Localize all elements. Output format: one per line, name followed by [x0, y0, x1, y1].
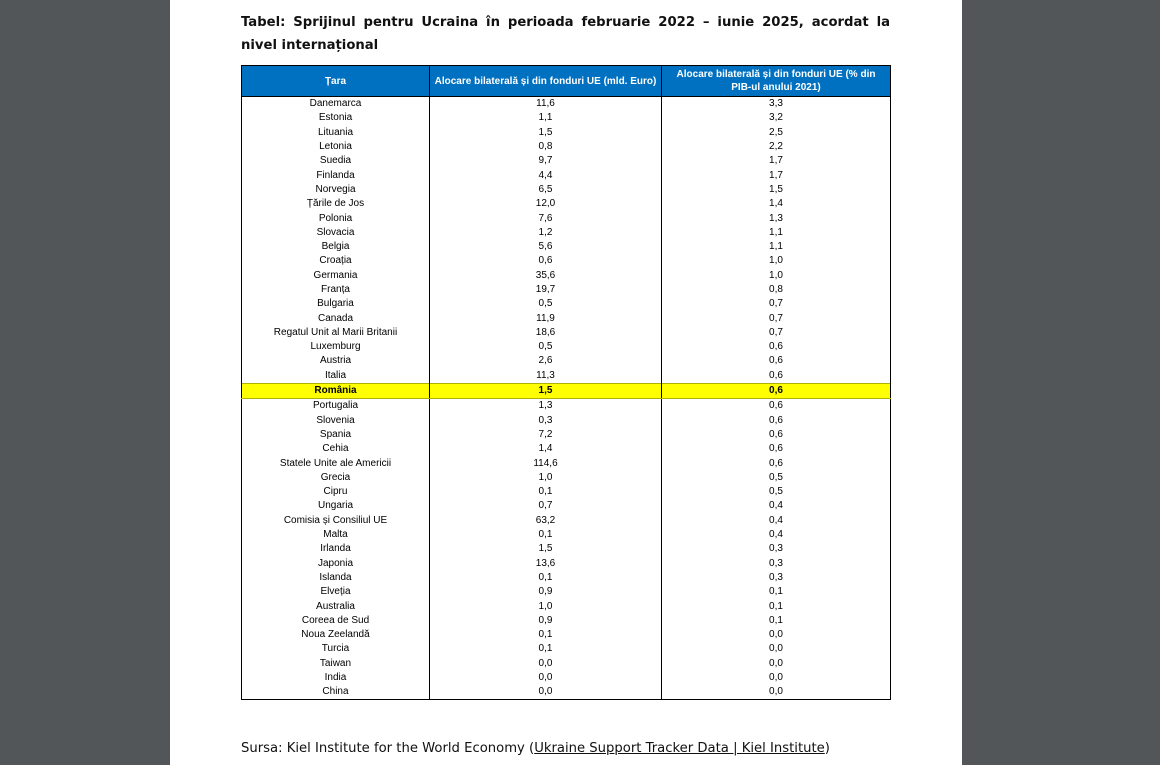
cell-pct-gdp: 1,0: [662, 269, 891, 283]
cell-value-bn: 7,6: [430, 211, 662, 225]
table-row: [242, 428, 891, 442]
cell-value-bn: 0,1: [430, 642, 662, 656]
cell-pct-gdp: 0,5: [662, 485, 891, 499]
cell-pct-gdp: 0,4: [662, 514, 891, 528]
cell-pct-gdp: 0,0: [662, 642, 891, 656]
table-row-highlighted: [242, 383, 891, 398]
cell-country: Grecia: [242, 471, 430, 485]
table-row: [242, 240, 891, 254]
cell-pct-gdp: 0,1: [662, 599, 891, 613]
cell-value-bn: 1,5: [430, 542, 662, 556]
cell-value-bn: 114,6: [430, 456, 662, 470]
cell-country: Luxemburg: [242, 340, 430, 354]
cell-value-bn: 0,8: [430, 140, 662, 154]
table-row: [242, 154, 891, 168]
cell-pct-gdp: 0,3: [662, 571, 891, 585]
table-row: [242, 399, 891, 414]
cell-pct-gdp: 0,0: [662, 685, 891, 700]
cell-value-bn: 0,3: [430, 414, 662, 428]
table-body: [242, 97, 891, 700]
cell-value-bn: 0,7: [430, 499, 662, 513]
table-row: [242, 456, 891, 470]
cell-country: Australia: [242, 599, 430, 613]
table-row: [242, 585, 891, 599]
cell-country: China: [242, 685, 430, 700]
cell-value-bn: 0,5: [430, 297, 662, 311]
table-row: [242, 254, 891, 268]
cell-value-bn: 7,2: [430, 428, 662, 442]
table-row: [242, 326, 891, 340]
cell-pct-gdp: 0,3: [662, 557, 891, 571]
cell-pct-gdp: 3,2: [662, 111, 891, 125]
cell-value-bn: 0,0: [430, 685, 662, 700]
cell-pct-gdp: 0,5: [662, 471, 891, 485]
cell-pct-gdp: 0,0: [662, 628, 891, 642]
table-row: [242, 471, 891, 485]
cell-pct-gdp: 0,6: [662, 428, 891, 442]
source-suffix: ): [824, 741, 830, 756]
cell-value-bn: 11,6: [430, 97, 662, 112]
source-link[interactable]: Ukraine Support Tracker Data | Kiel Institute: [534, 741, 825, 756]
table-row: [242, 657, 891, 671]
cell-value-bn: 1,3: [430, 399, 662, 414]
cell-value-bn: 0,1: [430, 571, 662, 585]
header-value-bn: Alocare bilaterală și din fonduri UE (mld. Euro): [430, 66, 662, 97]
cell-pct-gdp: 0,1: [662, 585, 891, 599]
support-table: [241, 65, 891, 700]
table-row: [242, 183, 891, 197]
cell-country: Taiwan: [242, 657, 430, 671]
cell-value-bn: 0,1: [430, 485, 662, 499]
table-row: [242, 283, 891, 297]
cell-pct-gdp: 0,1: [662, 614, 891, 628]
cell-country: Spania: [242, 428, 430, 442]
cell-country: Noua Zeelandă: [242, 628, 430, 642]
cell-country: Islanda: [242, 571, 430, 585]
table-row: [242, 340, 891, 354]
cell-value-bn: 1,0: [430, 599, 662, 613]
table-row: [242, 599, 891, 613]
cell-country: Germania: [242, 269, 430, 283]
cell-pct-gdp: 0,6: [662, 442, 891, 456]
table-row: [242, 140, 891, 154]
cell-country: Cehia: [242, 442, 430, 456]
cell-value-bn: 13,6: [430, 557, 662, 571]
cell-pct-gdp: 0,6: [662, 354, 891, 368]
cell-country: Comisia și Consiliul UE: [242, 514, 430, 528]
cell-value-bn: 1,4: [430, 442, 662, 456]
cell-country: Ungaria: [242, 499, 430, 513]
table-row: [242, 628, 891, 642]
table-row: [242, 685, 891, 700]
table-row: [242, 297, 891, 311]
table-row: [242, 642, 891, 656]
table-row: [242, 614, 891, 628]
cell-value-bn: 0,5: [430, 340, 662, 354]
cell-value-bn: 5,6: [430, 240, 662, 254]
table-row: [242, 571, 891, 585]
cell-country: Danemarca: [242, 97, 430, 112]
table-row: [242, 485, 891, 499]
cell-country: Japonia: [242, 557, 430, 571]
cell-country: Turcia: [242, 642, 430, 656]
cell-value-bn: 0,0: [430, 671, 662, 685]
table-row: [242, 226, 891, 240]
source-note: [241, 740, 941, 758]
cell-pct-gdp: 2,2: [662, 140, 891, 154]
table-row: [242, 354, 891, 368]
table-row: [242, 528, 891, 542]
cell-value-bn: 1,0: [430, 471, 662, 485]
table-header-row: [242, 66, 891, 97]
cell-country: Croația: [242, 254, 430, 268]
cell-country: Lituania: [242, 126, 430, 140]
cell-pct-gdp: 1,7: [662, 168, 891, 182]
cell-pct-gdp: 0,6: [662, 369, 891, 384]
cell-country: Austria: [242, 354, 430, 368]
cell-country: Finlanda: [242, 168, 430, 182]
cell-value-bn: 35,6: [430, 269, 662, 283]
cell-country: Italia: [242, 369, 430, 384]
cell-country: Portugalia: [242, 399, 430, 414]
cell-country: Slovenia: [242, 414, 430, 428]
cell-value-bn: 0,0: [430, 657, 662, 671]
cell-value-bn: 18,6: [430, 326, 662, 340]
cell-country: Polonia: [242, 211, 430, 225]
table-row: [242, 211, 891, 225]
table-row: [242, 671, 891, 685]
cell-pct-gdp: 0,0: [662, 671, 891, 685]
cell-pct-gdp: 1,4: [662, 197, 891, 211]
cell-pct-gdp: 0,0: [662, 657, 891, 671]
table-row: [242, 126, 891, 140]
cell-value-bn: 1,5: [430, 383, 662, 398]
cell-value-bn: 0,6: [430, 254, 662, 268]
cell-value-bn: 11,9: [430, 311, 662, 325]
cell-pct-gdp: 0,7: [662, 311, 891, 325]
header-pct-gdp: Alocare bilaterală și din fonduri UE (% din PIB-ul anului 2021): [662, 66, 891, 97]
cell-pct-gdp: 0,7: [662, 326, 891, 340]
cell-value-bn: 63,2: [430, 514, 662, 528]
cell-pct-gdp: 0,6: [662, 456, 891, 470]
cell-pct-gdp: 1,5: [662, 183, 891, 197]
table-row: [242, 168, 891, 182]
cell-country: Letonia: [242, 140, 430, 154]
table-row: [242, 111, 891, 125]
cell-value-bn: 0,1: [430, 628, 662, 642]
cell-pct-gdp: 0,6: [662, 340, 891, 354]
cell-country: Țările de Jos: [242, 197, 430, 211]
cell-pct-gdp: 0,7: [662, 297, 891, 311]
cell-pct-gdp: 0,3: [662, 542, 891, 556]
table-row: [242, 369, 891, 384]
cell-country: Statele Unite ale Americii: [242, 456, 430, 470]
cell-country: Canada: [242, 311, 430, 325]
cell-country: Elveția: [242, 585, 430, 599]
cell-country: Malta: [242, 528, 430, 542]
cell-pct-gdp: 3,3: [662, 97, 891, 112]
cell-pct-gdp: 2,5: [662, 126, 891, 140]
cell-pct-gdp: 0,6: [662, 414, 891, 428]
cell-value-bn: 6,5: [430, 183, 662, 197]
cell-pct-gdp: 0,4: [662, 499, 891, 513]
cell-pct-gdp: 1,0: [662, 254, 891, 268]
table-row: [242, 557, 891, 571]
cell-country: România: [242, 383, 430, 398]
cell-value-bn: 0,1: [430, 528, 662, 542]
cell-pct-gdp: 1,1: [662, 226, 891, 240]
cell-value-bn: 1,2: [430, 226, 662, 240]
table-row: [242, 442, 891, 456]
cell-value-bn: 1,5: [430, 126, 662, 140]
cell-country: Norvegia: [242, 183, 430, 197]
cell-country: Regatul Unit al Marii Britanii: [242, 326, 430, 340]
cell-value-bn: 1,1: [430, 111, 662, 125]
cell-value-bn: 12,0: [430, 197, 662, 211]
cell-value-bn: 11,3: [430, 369, 662, 384]
cell-value-bn: 4,4: [430, 168, 662, 182]
table-row: [242, 269, 891, 283]
cell-country: Coreea de Sud: [242, 614, 430, 628]
header-country: Țara: [242, 66, 430, 97]
cell-pct-gdp: 0,6: [662, 399, 891, 414]
cell-value-bn: 0,9: [430, 585, 662, 599]
cell-country: Cipru: [242, 485, 430, 499]
table-row: [242, 414, 891, 428]
cell-country: Bulgaria: [242, 297, 430, 311]
table-row: [242, 514, 891, 528]
table-row: [242, 97, 891, 112]
source-prefix: Sursa: Kiel Institute for the World Economy (: [241, 741, 535, 756]
cell-country: Belgia: [242, 240, 430, 254]
cell-pct-gdp: 1,3: [662, 211, 891, 225]
cell-value-bn: 0,9: [430, 614, 662, 628]
table-row: [242, 542, 891, 556]
cell-value-bn: 9,7: [430, 154, 662, 168]
table-row: [242, 311, 891, 325]
cell-country: Suedia: [242, 154, 430, 168]
cell-pct-gdp: 1,7: [662, 154, 891, 168]
table-row: [242, 499, 891, 513]
cell-country: Irlanda: [242, 542, 430, 556]
cell-pct-gdp: 0,8: [662, 283, 891, 297]
document-page: [170, 0, 962, 765]
cell-country: Franța: [242, 283, 430, 297]
cell-pct-gdp: 0,4: [662, 528, 891, 542]
table-title: Tabel: Sprijinul pentru Ucraina în perioada februarie 2022 – iunie 2025, acordat la nivel internațional: [241, 15, 890, 53]
cell-country: Slovacia: [242, 226, 430, 240]
cell-value-bn: 2,6: [430, 354, 662, 368]
table-row: [242, 197, 891, 211]
cell-pct-gdp: 1,1: [662, 240, 891, 254]
cell-country: India: [242, 671, 430, 685]
cell-value-bn: 19,7: [430, 283, 662, 297]
cell-country: Estonia: [242, 111, 430, 125]
cell-pct-gdp: 0,6: [662, 383, 891, 398]
